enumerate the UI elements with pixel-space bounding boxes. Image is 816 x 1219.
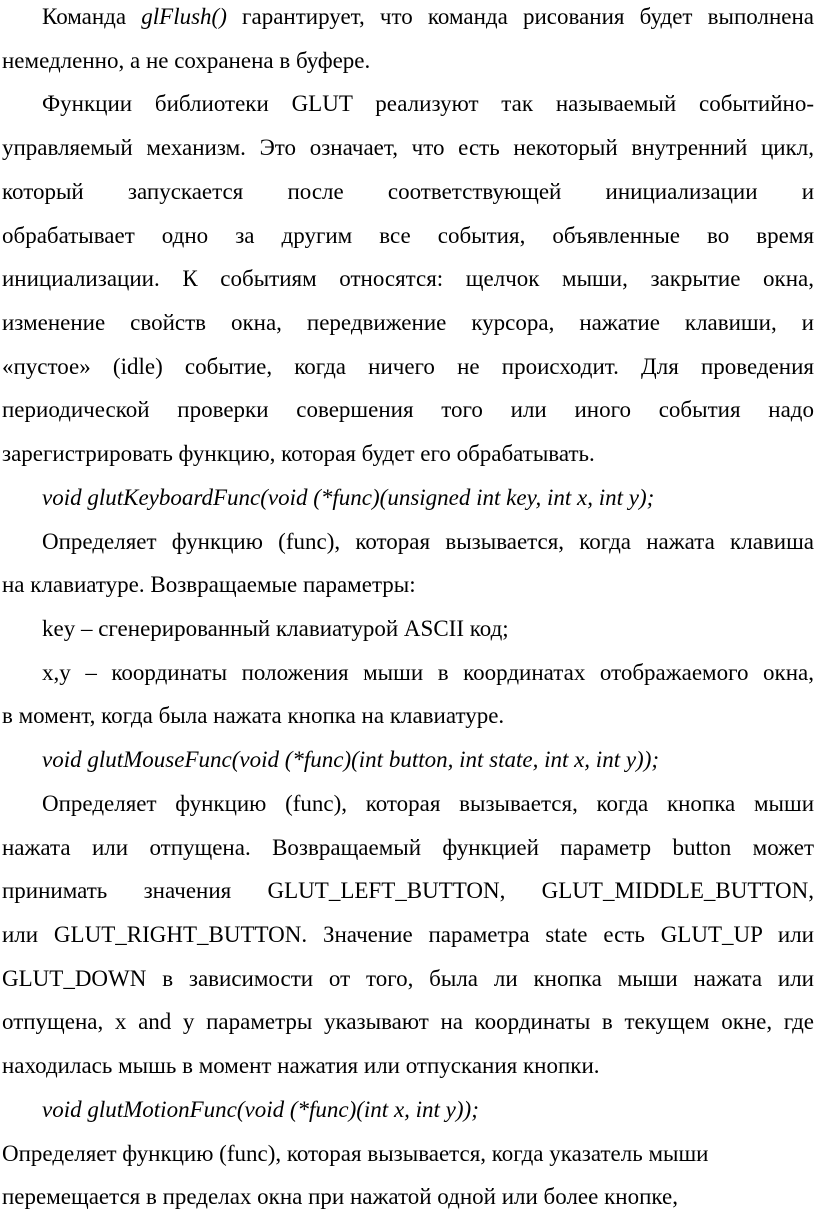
text-run: гарантирует, что команда рисования будет выполнена — [226, 4, 814, 29]
text-line: в момент, когда была нажата кнопка на клавиатуре. — [2, 703, 505, 728]
code-term-glflush: glFlush() — [141, 4, 227, 29]
text-line: изменение свойств окна, передвижение курсора, нажатие клавиши, и — [2, 310, 814, 335]
text-line: Определяет функцию (func), которая вызывается, когда указатель мыши — [2, 1141, 709, 1166]
text-line: x,y – координаты положения мыши в координатах отображаемого окна, — [42, 660, 814, 685]
text-line: нажата или отпущена. Возвращаемый функцией параметр button может — [2, 835, 814, 860]
text-line: инициализации. К событиям относятся: щелчок мыши, закрытие окна, — [2, 266, 814, 291]
text-line: Определяет функцию (func), которая вызывается, когда кнопка мыши — [42, 791, 814, 816]
text-line: обрабатывает одно за другим все события, объявленные во время — [2, 223, 814, 248]
text-line: принимать значения GLUT_LEFT_BUTTON, GLUT_MIDDLE_BUTTON, — [2, 878, 814, 903]
text-line: на клавиатуре. Возвращаемые параметры: — [2, 572, 416, 597]
text-line: который запускается после соответствующей инициализации и — [2, 179, 814, 204]
text-line: или GLUT_RIGHT_BUTTON. Значение параметра state есть GLUT_UP или — [2, 922, 814, 947]
text-run: Команда — [42, 4, 142, 29]
text-line: отпущена, x and y параметры указывают на координаты в текущем окне, где — [2, 1009, 814, 1034]
text-line: GLUT_DOWN в зависимости от того, была ли кнопка мыши нажата или — [2, 966, 814, 991]
text-line: зарегистрировать функцию, которая будет его обрабатывать. — [2, 441, 595, 466]
function-signature-keyboard: void glutKeyboardFunc(void (*func)(unsigned int key, int x, int y); — [42, 485, 655, 510]
text-line: key – сгенерированный клавиатурой ASCII код; — [42, 616, 509, 641]
text-line: немедленно, а не сохранена в буфере. — [2, 48, 371, 73]
text-line: находилась мышь в момент нажатия или отпускания кнопки. — [2, 1053, 600, 1078]
text-line: «пустое» (idle) событие, когда ничего не происходит. Для проведения — [2, 354, 814, 379]
text-line: Определяет функцию (func), которая вызывается, когда нажата клавиша — [42, 529, 814, 554]
function-signature-mouse: void glutMouseFunc(void (*func)(int button, int state, int x, int y)); — [42, 747, 660, 772]
text-line: управляемый механизм. Это означает, что есть некоторый внутренний цикл, — [2, 135, 814, 160]
text-line — [42, 3, 814, 31]
text-line: перемещается в пределах окна при нажатой одной или более кнопке, — [2, 1184, 678, 1209]
text-line: периодической проверки совершения того или иного события надо — [2, 397, 814, 422]
function-signature-motion: void glutMotionFunc(void (*func)(int x, int y)); — [42, 1097, 479, 1122]
text-line: Функции библиотеки GLUT реализуют так называемый событийно- — [42, 91, 814, 116]
